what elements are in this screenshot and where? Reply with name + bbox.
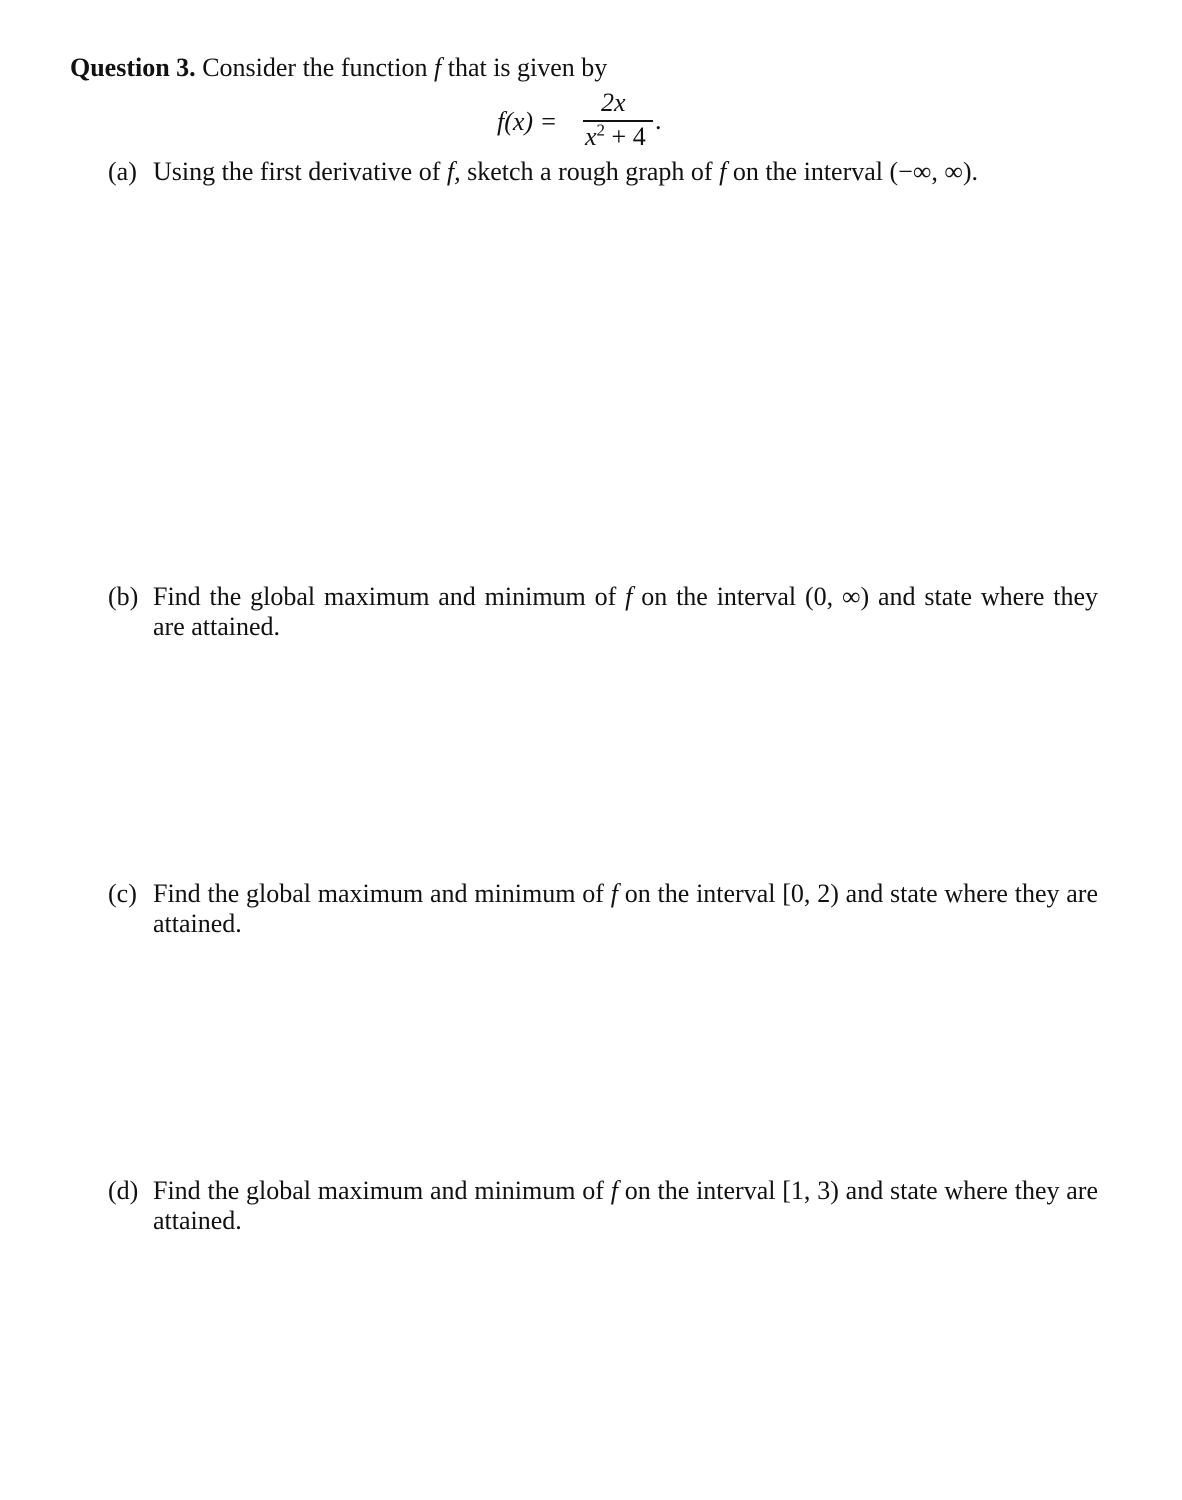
formula-denominator (585, 122, 646, 152)
formula-numerator: 2x (601, 88, 626, 117)
part-a-text-1: Using the first derivative of (153, 157, 441, 186)
part-a-f-1: f, (446, 157, 461, 186)
part-d-label: (d) (108, 1176, 139, 1205)
part-c-label: (c) (108, 879, 137, 908)
part-a (108, 157, 1098, 187)
part-b-text-2: on the interval (0, ∞) and state where they are attained. (153, 582, 1099, 641)
denominator-base: x (585, 122, 597, 151)
part-d-text-1: Find the global maximum and minimum of (153, 1176, 604, 1205)
question-heading (70, 53, 607, 83)
formula-lhs: f(x) = (497, 107, 558, 136)
part-a-text-2: sketch a rough graph of (467, 157, 713, 186)
function-formula (497, 88, 697, 150)
part-d-text-2: on the interval [1, 3) and state where they are attained. (153, 1176, 1099, 1235)
denominator-rest: + 4 (605, 122, 646, 151)
part-c-text-2: on the interval [0, 2) and state where they are attained. (153, 879, 1099, 938)
answer-space-c[interactable] (108, 952, 1098, 1162)
question-number: Question 3. (70, 53, 196, 82)
part-d-f: f (610, 1176, 618, 1205)
part-c-text (153, 879, 1098, 939)
part-a-text-3: on the interval (−∞, ∞). (732, 157, 979, 186)
part-d (108, 1176, 1098, 1236)
part-b (108, 582, 1098, 642)
part-c-f: f (610, 879, 618, 908)
part-d-text (153, 1176, 1098, 1236)
part-a-f-2: f (719, 157, 727, 186)
part-b-label: (b) (108, 582, 139, 611)
question-intro-start: Consider the function (202, 53, 428, 82)
part-a-label: (a) (108, 157, 137, 186)
answer-space-b[interactable] (108, 655, 1098, 865)
question-intro-end: that is given by (447, 53, 608, 82)
answer-space-a[interactable] (108, 200, 1098, 570)
formula-period: . (655, 106, 662, 135)
function-symbol: f (433, 53, 442, 82)
denominator-exponent: 2 (596, 120, 606, 140)
part-b-text-1: Find the global maximum and minimum of (153, 582, 617, 611)
part-b-text (153, 582, 1098, 642)
part-b-f: f (625, 582, 633, 611)
answer-space-d[interactable] (108, 1250, 1098, 1480)
part-c-text-1: Find the global maximum and minimum of (153, 879, 604, 908)
part-a-text (153, 157, 1098, 187)
part-c (108, 879, 1098, 939)
